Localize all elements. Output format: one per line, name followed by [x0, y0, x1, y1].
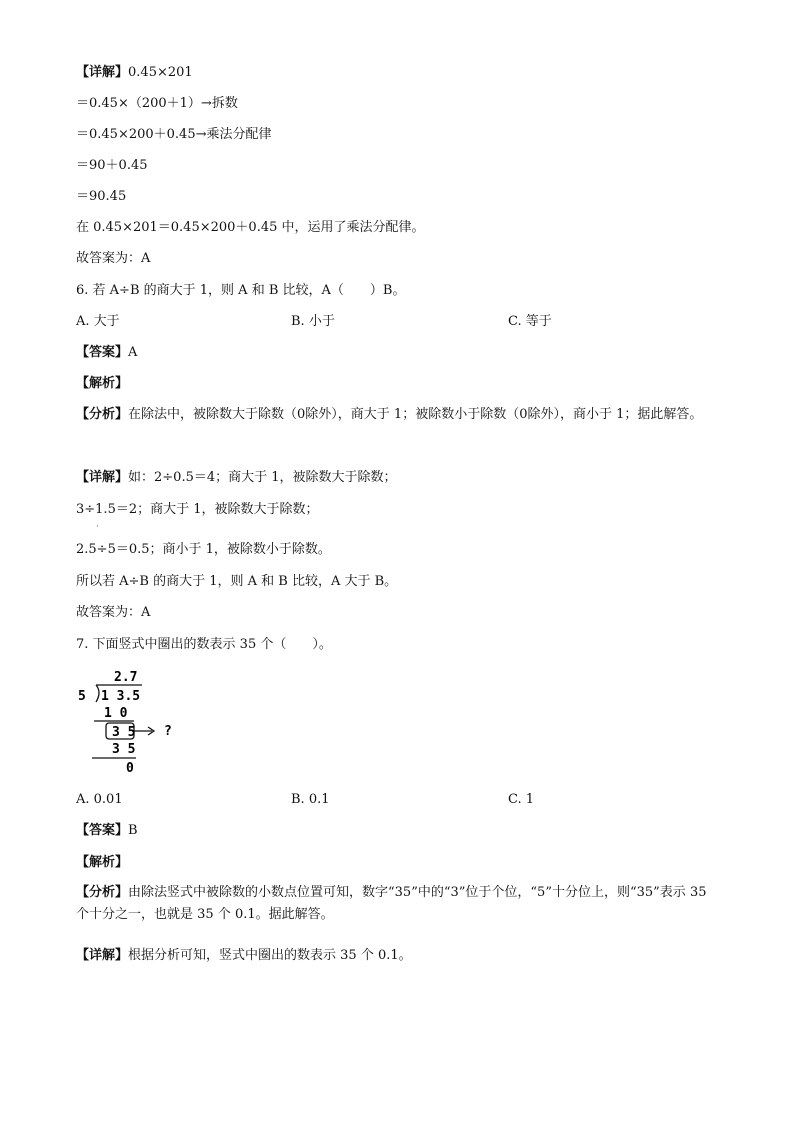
q6-option-b: B. 小于 — [291, 314, 335, 329]
q6-option-a: A. 大于 — [76, 314, 120, 329]
analysis-text: 由除法竖式中被除数的小数点位置可知，数字“35”中的“3”位于个位，“5”十分位上，则“35”表示 35 个十分之一，也就是 35 个 0.1。据此解答。 — [76, 885, 707, 922]
analysis-text: 在除法中，被除数大于除数（0除外），商大于 1；被除数小于除数（0除外），商小于 1；据此解答。 — [128, 407, 703, 422]
q7-option-b: B. 0.1 — [291, 792, 330, 807]
division-dividend: 1 3.5 — [101, 689, 141, 704]
q5-final-answer: 故答案为：A — [76, 251, 151, 266]
q5-step-1: ＝0.45×（200＋1）→拆数 — [76, 96, 238, 111]
division-circled-number: 3 5 — [112, 725, 136, 740]
q6-detail-line-3: 2.5÷5＝0.5；商小于 1，被除数小于除数。 — [76, 542, 331, 557]
q5-step-3: ＝90＋0.45 — [76, 158, 148, 173]
q6-analysis-heading: 【解析】 — [76, 376, 129, 391]
q6-answer-line — [76, 344, 137, 362]
q7-analysis-heading: 【解析】 — [76, 855, 129, 870]
q5-step-4: ＝90.45 — [76, 189, 127, 204]
q6-option-c: C. 等于 — [508, 314, 552, 329]
q6-detail-line-4: 所以若 A÷B 的商大于 1，则 A 和 B 比较，A 大于 B。 — [76, 574, 398, 589]
q7-detail-line — [76, 947, 412, 965]
detail-text: 如：2÷0.5＝4；商大于 1，被除数大于除数； — [128, 470, 397, 485]
division-remainder: 0 — [126, 761, 134, 776]
answer-tag: 【答案】 — [76, 345, 129, 360]
q6-question: 6. 若 A÷B 的商大于 1，则 A 和 B 比较，A（ ）B。 — [76, 283, 406, 298]
detail-tag: 【详解】 — [76, 65, 129, 80]
answer-value: B — [128, 823, 138, 838]
detail-tag: 【详解】 — [76, 470, 129, 485]
answer-value: A — [128, 345, 138, 360]
answer-tag: 【答案】 — [76, 823, 129, 838]
q6-detail-line-2: 3÷1.5＝2；商大于 1，被除数大于除数； — [76, 502, 319, 517]
q7-question: 7. 下面竖式中圈出的数表示 35 个（ ）。 — [76, 637, 332, 652]
detail-tag: 【详解】 — [76, 948, 129, 963]
detail-text: 根据分析可知，竖式中圈出的数表示 35 个 0.1。 — [128, 948, 412, 963]
division-divisor: 5 — [78, 689, 86, 704]
q7-analysis-paragraph — [76, 882, 721, 926]
long-division-figure — [74, 668, 184, 780]
q5-step-2: ＝0.45×200＋0.45→乘法分配律 — [76, 127, 272, 142]
detail-text: 0.45×201 — [128, 65, 193, 80]
division-step2: 3 5 — [112, 742, 136, 757]
q6-final-answer: 故答案为：A — [76, 605, 151, 620]
q7-option-a: A. 0.01 — [76, 792, 123, 807]
division-step1: 1 0 — [104, 706, 128, 721]
q5-detail-line — [76, 64, 193, 82]
q6-detail-line-1 — [76, 469, 397, 487]
stray-mark: · — [96, 522, 99, 532]
division-bracket — [96, 685, 99, 702]
q7-option-c: C. 1 — [508, 792, 535, 807]
analysis-sub-tag: 【分析】 — [76, 407, 129, 422]
analysis-sub-tag: 【分析】 — [76, 885, 129, 900]
q7-answer-line — [76, 822, 138, 840]
division-quotient: 2.7 — [114, 670, 138, 685]
q6-analysis-paragraph — [76, 404, 721, 426]
q5-conclusion: 在 0.45×201＝0.45×200＋0.45 中，运用了乘法分配律。 — [76, 220, 425, 235]
division-question-mark: ? — [164, 724, 172, 739]
